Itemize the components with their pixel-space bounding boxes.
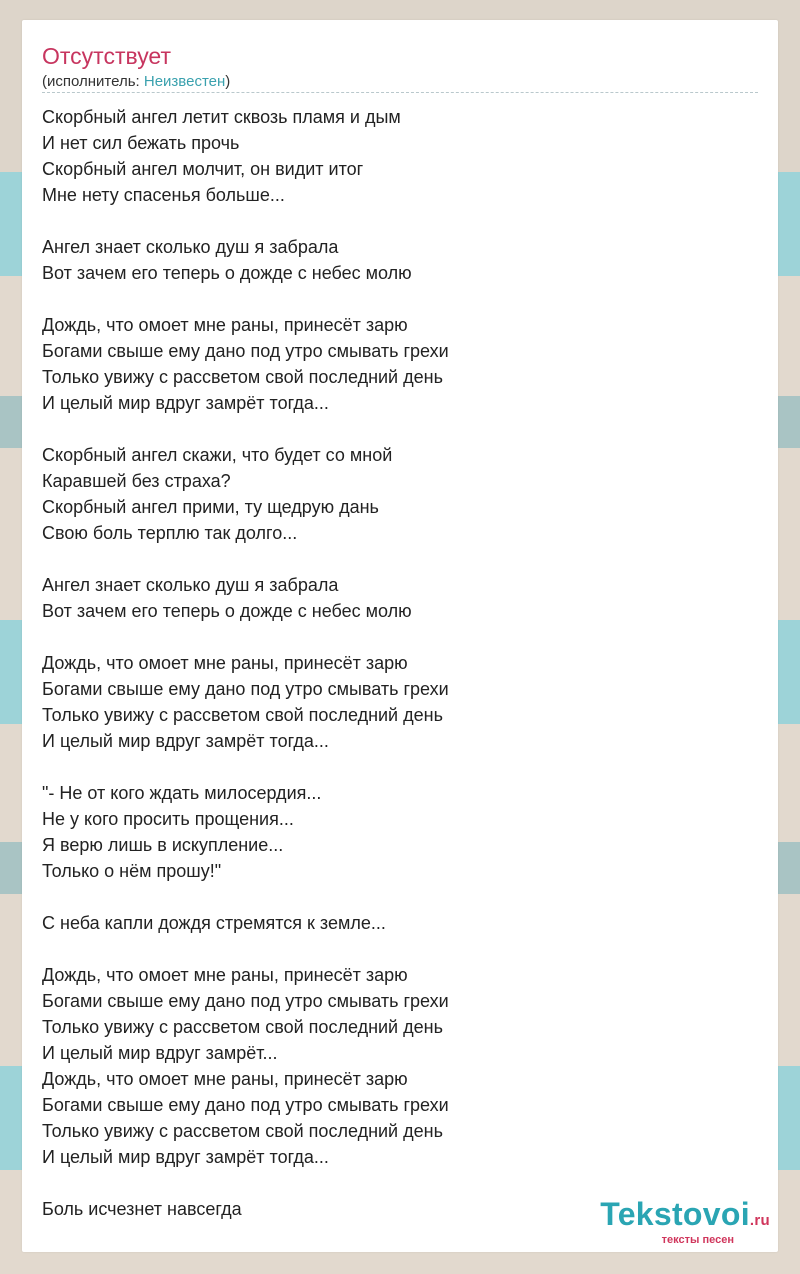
performer-close: ) [225,73,231,90]
logo-tagline: тексты песен [661,1234,734,1246]
logo-tld: .ru [749,1212,770,1229]
stanza-break [42,546,758,572]
stanza-break [42,1170,758,1196]
lyric-line: Дождь, что омоет мне раны, принесёт зарю [42,1069,408,1089]
lyric-line: Боль исчезнет навсегда [42,1199,242,1219]
title-divider [42,92,758,93]
lyric-line: Богами свыше ему дано под утро смывать грехи [42,1095,449,1115]
lyric-line: Я верю лишь в искупление... [42,835,284,855]
site-logo[interactable] [600,1197,770,1246]
lyric-line: Богами свыше ему дано под утро смывать грехи [42,991,449,1011]
lyric-line: Мне нету спасенья больше... [42,185,285,205]
lyric-line: Только увижу с рассветом свой последний день [42,1121,443,1141]
lyric-line: Дождь, что омоет мне раны, принесёт зарю [42,965,408,985]
lyric-line: Скорбный ангел скажи, что будет со мной [42,445,393,465]
lyric-line: Каравшей без страха? [42,471,231,491]
lyric-line: Ангел знает сколько душ я забрала [42,575,339,595]
stanza-break [42,624,758,650]
lyric-line: "- Не от кого ждать милосердия... [42,783,322,803]
lyric-line: Скорбный ангел летит сквозь пламя и дым [42,107,401,127]
lyric-line: С неба капли дождя стремятся к земле... [42,913,386,933]
lyric-line: И целый мир вдруг замрёт тогда... [42,393,329,413]
lyric-line: И целый мир вдруг замрёт тогда... [42,1147,329,1167]
artist-link[interactable]: Неизвестен [143,73,226,90]
lyric-line: Не у кого просить прощения... [42,809,294,829]
lyric-line: И нет сил бежать прочь [42,133,240,153]
lyric-line: Богами свыше ему дано под утро смывать грехи [42,679,449,699]
lyrics-text [42,104,758,1222]
lyric-line: Богами свыше ему дано под утро смывать грехи [42,341,449,361]
lyric-line: Только увижу с рассветом свой последний день [42,1017,443,1037]
lyric-line: Только о нём прошу!" [42,861,222,881]
lyric-line: Скорбный ангел молчит, он видит итог [42,159,364,179]
performer-label: (исполнитель: [42,73,144,90]
stanza-break [42,208,758,234]
lyric-line: Только увижу с рассветом свой последний день [42,367,443,387]
logo-name: Tekstovoi [600,1196,750,1232]
stanza-break [42,884,758,910]
lyric-line: И целый мир вдруг замрёт тогда... [42,731,329,751]
lyric-line: Скорбный ангел прими, ту щедрую дань [42,497,379,517]
lyrics-card [22,20,778,1252]
lyric-line: Вот зачем его теперь о дожде с небес молю [42,601,412,621]
lyric-line: Дождь, что омоет мне раны, принесёт зарю [42,653,408,673]
stanza-break [42,416,758,442]
lyric-line: Дождь, что омоет мне раны, принесёт зарю [42,315,408,335]
stanza-break [42,936,758,962]
stanza-break [42,754,758,780]
lyric-line: Вот зачем его теперь о дожде с небес молю [42,263,412,283]
lyric-line: Свою боль терплю так долго... [42,523,298,543]
lyric-line: И целый мир вдруг замрёт... [42,1043,278,1063]
performer-line [42,72,230,92]
lyric-line: Ангел знает сколько душ я забрала [42,237,339,257]
stanza-break [42,286,758,312]
lyric-line: Только увижу с рассветом свой последний день [42,705,443,725]
song-title: Отсутствует [42,43,171,69]
